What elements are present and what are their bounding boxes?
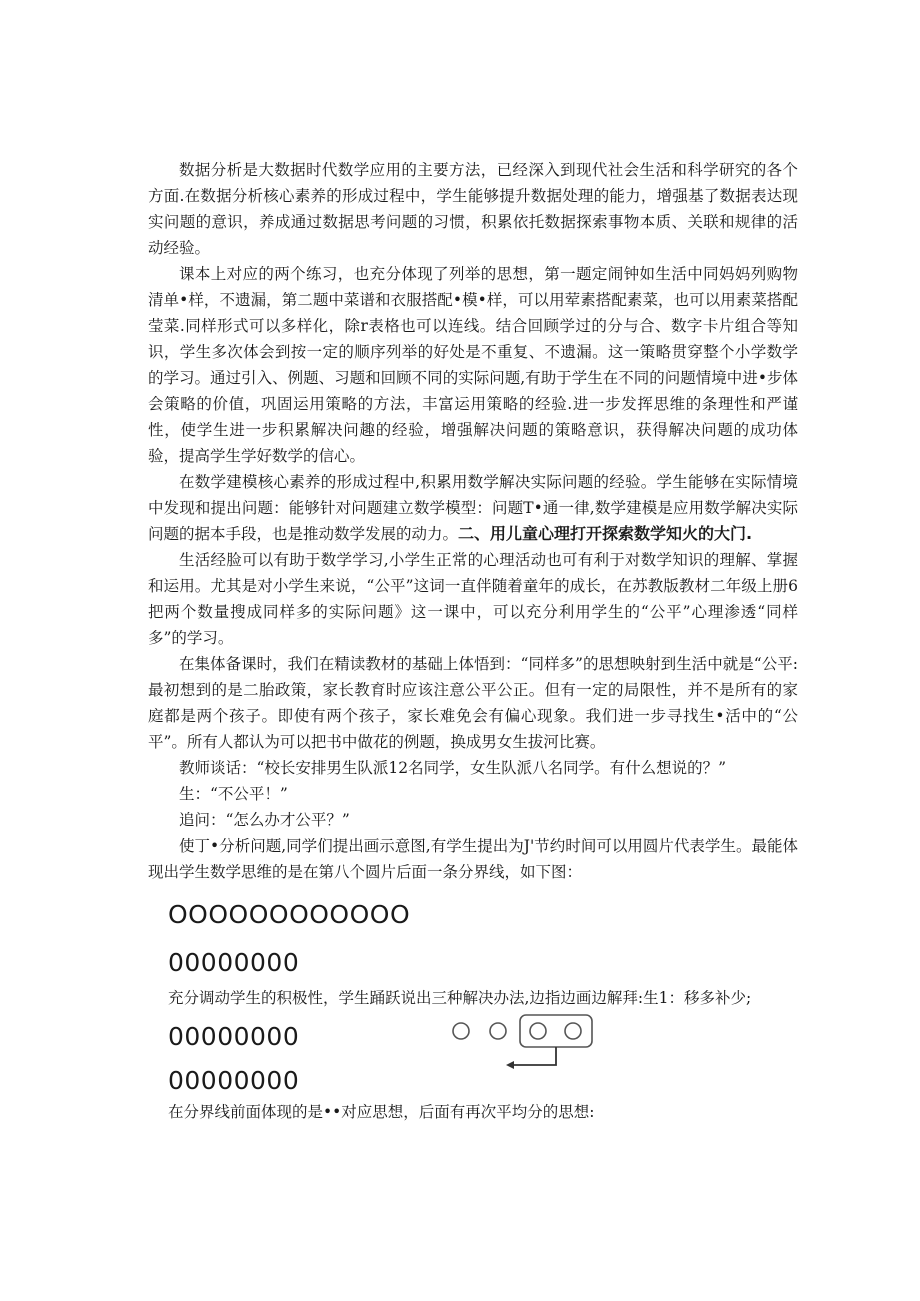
circle-row-a: 00000000 — [168, 1022, 300, 1051]
paragraph-lesson-prep: 在集体备课时，我们在精读教材的基础上体悟到：“同样多”的思想映射到生活中就是“公平:最初想到的是二胎政策，家长教育时应该注意公平公正。但有一定的局限性，并不是所有的家庭都是两个孩子。即使有两个孩子，家长难免会有偏心现象。我们进一步寻找生•活中的“公平”。所有人都认为可以把书中做花的例题，换成男女生拔河比赛。 — [148, 655, 798, 751]
dialogue-followup: 追问：“怎么办才公平？” — [179, 811, 350, 829]
dialogue-teacher: 教师谈话：“校长安排男生队派12名同学，女生队派八名同学。有什么想说的？” — [179, 759, 727, 777]
circle-row-girls: 00000000 — [168, 948, 300, 977]
circle-row-boys: OOOOOOOOOOOO — [168, 900, 411, 929]
paragraph-enumeration: 课本上对应的两个练习，也充分体现了列举的思想，第一题定闹钟如生活中同妈妈列购物清单•样，不遗漏，第二题中菜谱和衣服搭配•模•样，可以用荤素搭配素菜，也可以用素菜搭配莹菜.同样形式可以多样化，除r表格也可以连线。结合回顾学过的分与合、数字卡片组合等知识，学生多次体会到按一定的顺序列举的好处是不重复、不遗漏。这一策略贯穿整个小学数学的学习。通过引入、例题、习题和回顾不同的实际问题,有助于学生在不同的问题情境中进•步体会策略的价值，巩固运用策略的方法，丰富运用策略的经验.进一步发挥思维的条理性和严谨性，使学生进一步积累解决问趣的经验，增强解决问题的策略意识，获得解决问题的成功体验，提高学生学好数学的信心。 — [148, 265, 798, 465]
dialogue-student: 生：“不公平！” — [179, 785, 288, 803]
paragraph-life-experience: 生活经脸可以有助于数学学习,小学生正常的心理活动也可有利于对数学知识的理解、掌握和运用。尤其是对小学生来说，“公平”这词一直伴随着童年的成长，在苏教版教材二年级上册6把两个数量搜成同样多的实际问题》这一课中，可以充分利用学生的“公平”心理渗透“同样多”的学习。 — [148, 551, 798, 647]
circle-row-b: 00000000 — [168, 1066, 300, 1095]
paragraph-data-analysis: 数据分析是大数据时代数学应用的主要方法，已经深入到现代社会生活和科学研究的各个方面.在数据分析核心素养的形成过程中，学生能够提升数据处理的能力，增强基了数据表达现实问题的意识，养成通过数据思考问题的习惯，积累依托数据探索事物本质、关联和规律的活动经验。 — [148, 161, 798, 257]
section-heading: 二、用儿童心理打开探索数学知火的大门. — [458, 524, 753, 543]
diagram-move-arrow — [512, 1047, 556, 1065]
paragraph-boundary: 在分界线前面体现的是••对应思想，后面有再次平均分的思想: — [168, 1103, 595, 1121]
document-body — [148, 157, 798, 1125]
paragraph-analysis: 使丁•分析问题,同学们提出画示意图,有学生提出为J'节约时间可以用圆片代表学生。最能体现出学生数学思维的是在第八个圆片后面一条分界线，如下图： — [148, 837, 798, 881]
move-circles-diagram — [448, 1011, 598, 1081]
diagram-arrow-head — [506, 1061, 514, 1069]
diagram-circle-4 — [565, 1023, 581, 1039]
diagram-circle-2 — [490, 1023, 506, 1039]
diagram-circle-1 — [453, 1023, 469, 1039]
paragraph-solutions: 充分调动学生的积极性，学生踊跃说出三种解决办法,边指边画边解拜:生1：移多补少; — [168, 989, 752, 1007]
paragraph-modeling-text: 在数学建模核心素养的形成过程中,积累用数学解决实际问题的经验。学生能够在实际情境中发现和提出问题：能够针对问题建立数学模型：问题T•通一律,数学建模是应用数学解决实际问题的据本手段，也是推动数学发展的动力。 — [148, 473, 798, 543]
figure-block — [148, 1011, 798, 1099]
paragraph-modeling — [148, 469, 798, 547]
diagram-circle-3 — [530, 1023, 546, 1039]
